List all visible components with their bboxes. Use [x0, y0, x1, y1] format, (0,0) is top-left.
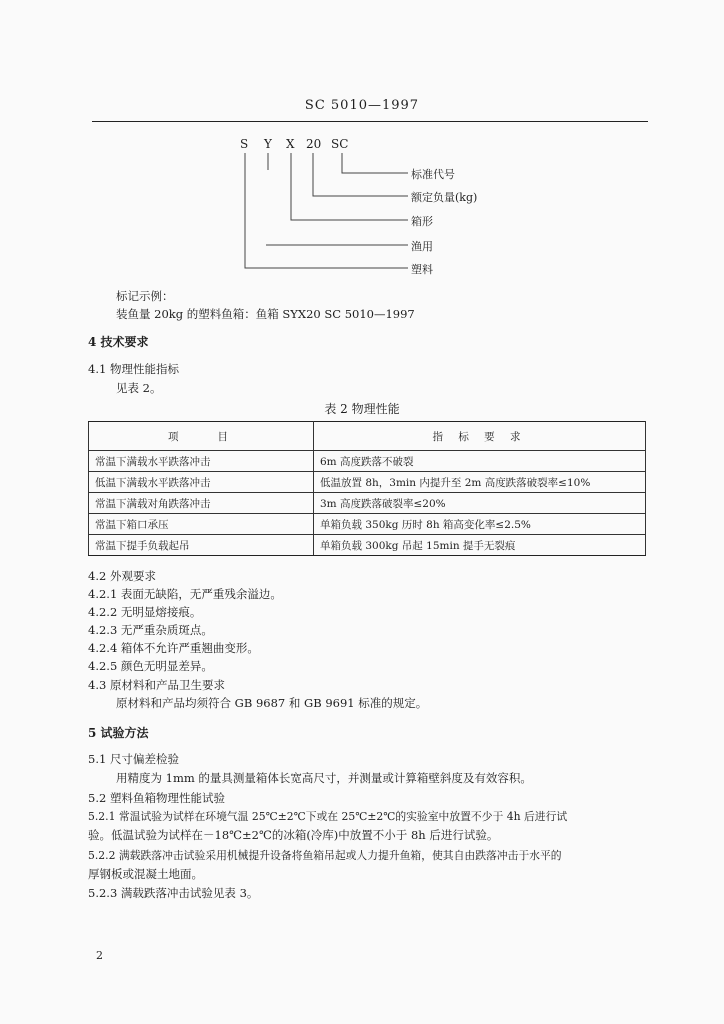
code-letter-y: Y [264, 137, 272, 151]
leader-standard-code [342, 153, 408, 173]
section-5-2-2-line2: 厚钢板或混凝土地面。 [88, 867, 203, 881]
page-number: 2 [96, 949, 103, 962]
section-5-heading: 5 试验方法 [88, 726, 149, 740]
code-diagram-lines [0, 0, 724, 300]
section-5-2-heading: 5.2 塑料鱼箱物理性能试验 [88, 791, 225, 805]
section-5-2-1-line2: 验。低温试验为试样在－18℃±2℃的冰箱(冷库)中放置不小于 8h 后进行试验。 [88, 828, 499, 842]
leader-plastic [245, 153, 408, 268]
leader-box-shape [291, 153, 408, 220]
leader-capacity [313, 153, 408, 196]
section-4-2-3: 4.2.3 无严重杂质斑点。 [88, 623, 213, 637]
section-4-2-heading: 4.2 外观要求 [88, 569, 156, 583]
cell-item: 常温下箱口承压 [89, 514, 314, 535]
section-4-2-2: 4.2.2 无明显熔接痕。 [88, 605, 202, 619]
header-requirement: 指 标 要 求 [314, 422, 646, 451]
cell-item: 常温下满载水平跌落冲击 [89, 451, 314, 472]
table-row [89, 472, 646, 493]
section-4-heading: 4 技术要求 [88, 335, 149, 349]
section-5-2-3: 5.2.3 满载跌落冲击试验见表 3。 [88, 886, 259, 900]
cell-requirement: 单箱负载 300kg 吊起 15min 提手无裂痕 [314, 535, 646, 556]
code-letter-capacity: 20 [306, 137, 322, 151]
cell-requirement: 低温放置 8h，3min 内提升至 2m 高度跌落破裂率≤10% [314, 472, 646, 493]
label-rated-capacity: 额定负量(kg) [411, 191, 478, 204]
marking-example-text: 装鱼量 20kg 的塑料鱼箱：鱼箱 SYX20 SC 5010—1997 [116, 307, 415, 321]
cell-requirement: 3m 高度跌落破裂率≤20% [314, 493, 646, 514]
section-4-2-4: 4.2.4 箱体不允许严重翘曲变形。 [88, 641, 259, 655]
section-4-1-text: 见表 2。 [116, 381, 162, 395]
section-5-2-2-line1: 5.2.2 满载跌落冲击试验采用机械提升设备将鱼箱吊起或人力提升鱼箱，使其自由跌落冲击于水平的 [88, 849, 562, 862]
cell-requirement: 单箱负载 350kg 历时 8h 箱高变化率≤2.5% [314, 514, 646, 535]
section-4-1-heading: 4.1 物理性能指标 [88, 362, 179, 376]
section-5-1-text: 用精度为 1mm 的量具测量箱体长宽高尺寸，并测量或计算箱壁斜度及有效容积。 [116, 771, 532, 785]
section-4-2-1: 4.2.1 表面无缺陷，无严重残余溢边。 [88, 587, 282, 601]
code-letter-s: S [240, 137, 249, 151]
table-header-row [89, 422, 646, 451]
cell-requirement: 6m 高度跌落不破裂 [314, 451, 646, 472]
cell-item: 常温下满载对角跌落冲击 [89, 493, 314, 514]
table-row [89, 535, 646, 556]
table-row [89, 493, 646, 514]
table-2-caption: 表 2 物理性能 [324, 402, 400, 416]
label-box-shape: 箱形 [411, 215, 433, 228]
label-standard-code: 标准代号 [411, 168, 455, 181]
table-row [89, 451, 646, 472]
section-5-2-1-line1: 5.2.1 常温试验为试样在环境气温 25℃±2℃下或在 25℃±2℃的实验室中放置不少于 4h 后进行试 [88, 810, 568, 823]
code-letter-x: X [286, 137, 295, 151]
section-4-3-text: 原材料和产品均须符合 GB 9687 和 GB 9691 标准的规定。 [116, 696, 428, 710]
code-letter-sc: SC [331, 137, 349, 151]
label-fishery-use: 渔用 [411, 240, 433, 253]
marking-example-title: 标记示例： [116, 289, 174, 303]
header-item: 项 目 [89, 422, 314, 451]
cell-item: 低温下满载水平跌落冲击 [89, 472, 314, 493]
physical-properties-table [88, 421, 646, 556]
cell-item: 常温下提手负载起吊 [89, 535, 314, 556]
label-plastic: 塑料 [411, 263, 433, 276]
section-4-3-heading: 4.3 原材料和产品卫生要求 [88, 678, 225, 692]
section-4-2-5: 4.2.5 颜色无明显差异。 [88, 659, 213, 673]
standard-code-header: SC 5010—1997 [304, 98, 420, 113]
section-5-1-heading: 5.1 尺寸偏差检验 [88, 752, 179, 766]
table-row [89, 514, 646, 535]
